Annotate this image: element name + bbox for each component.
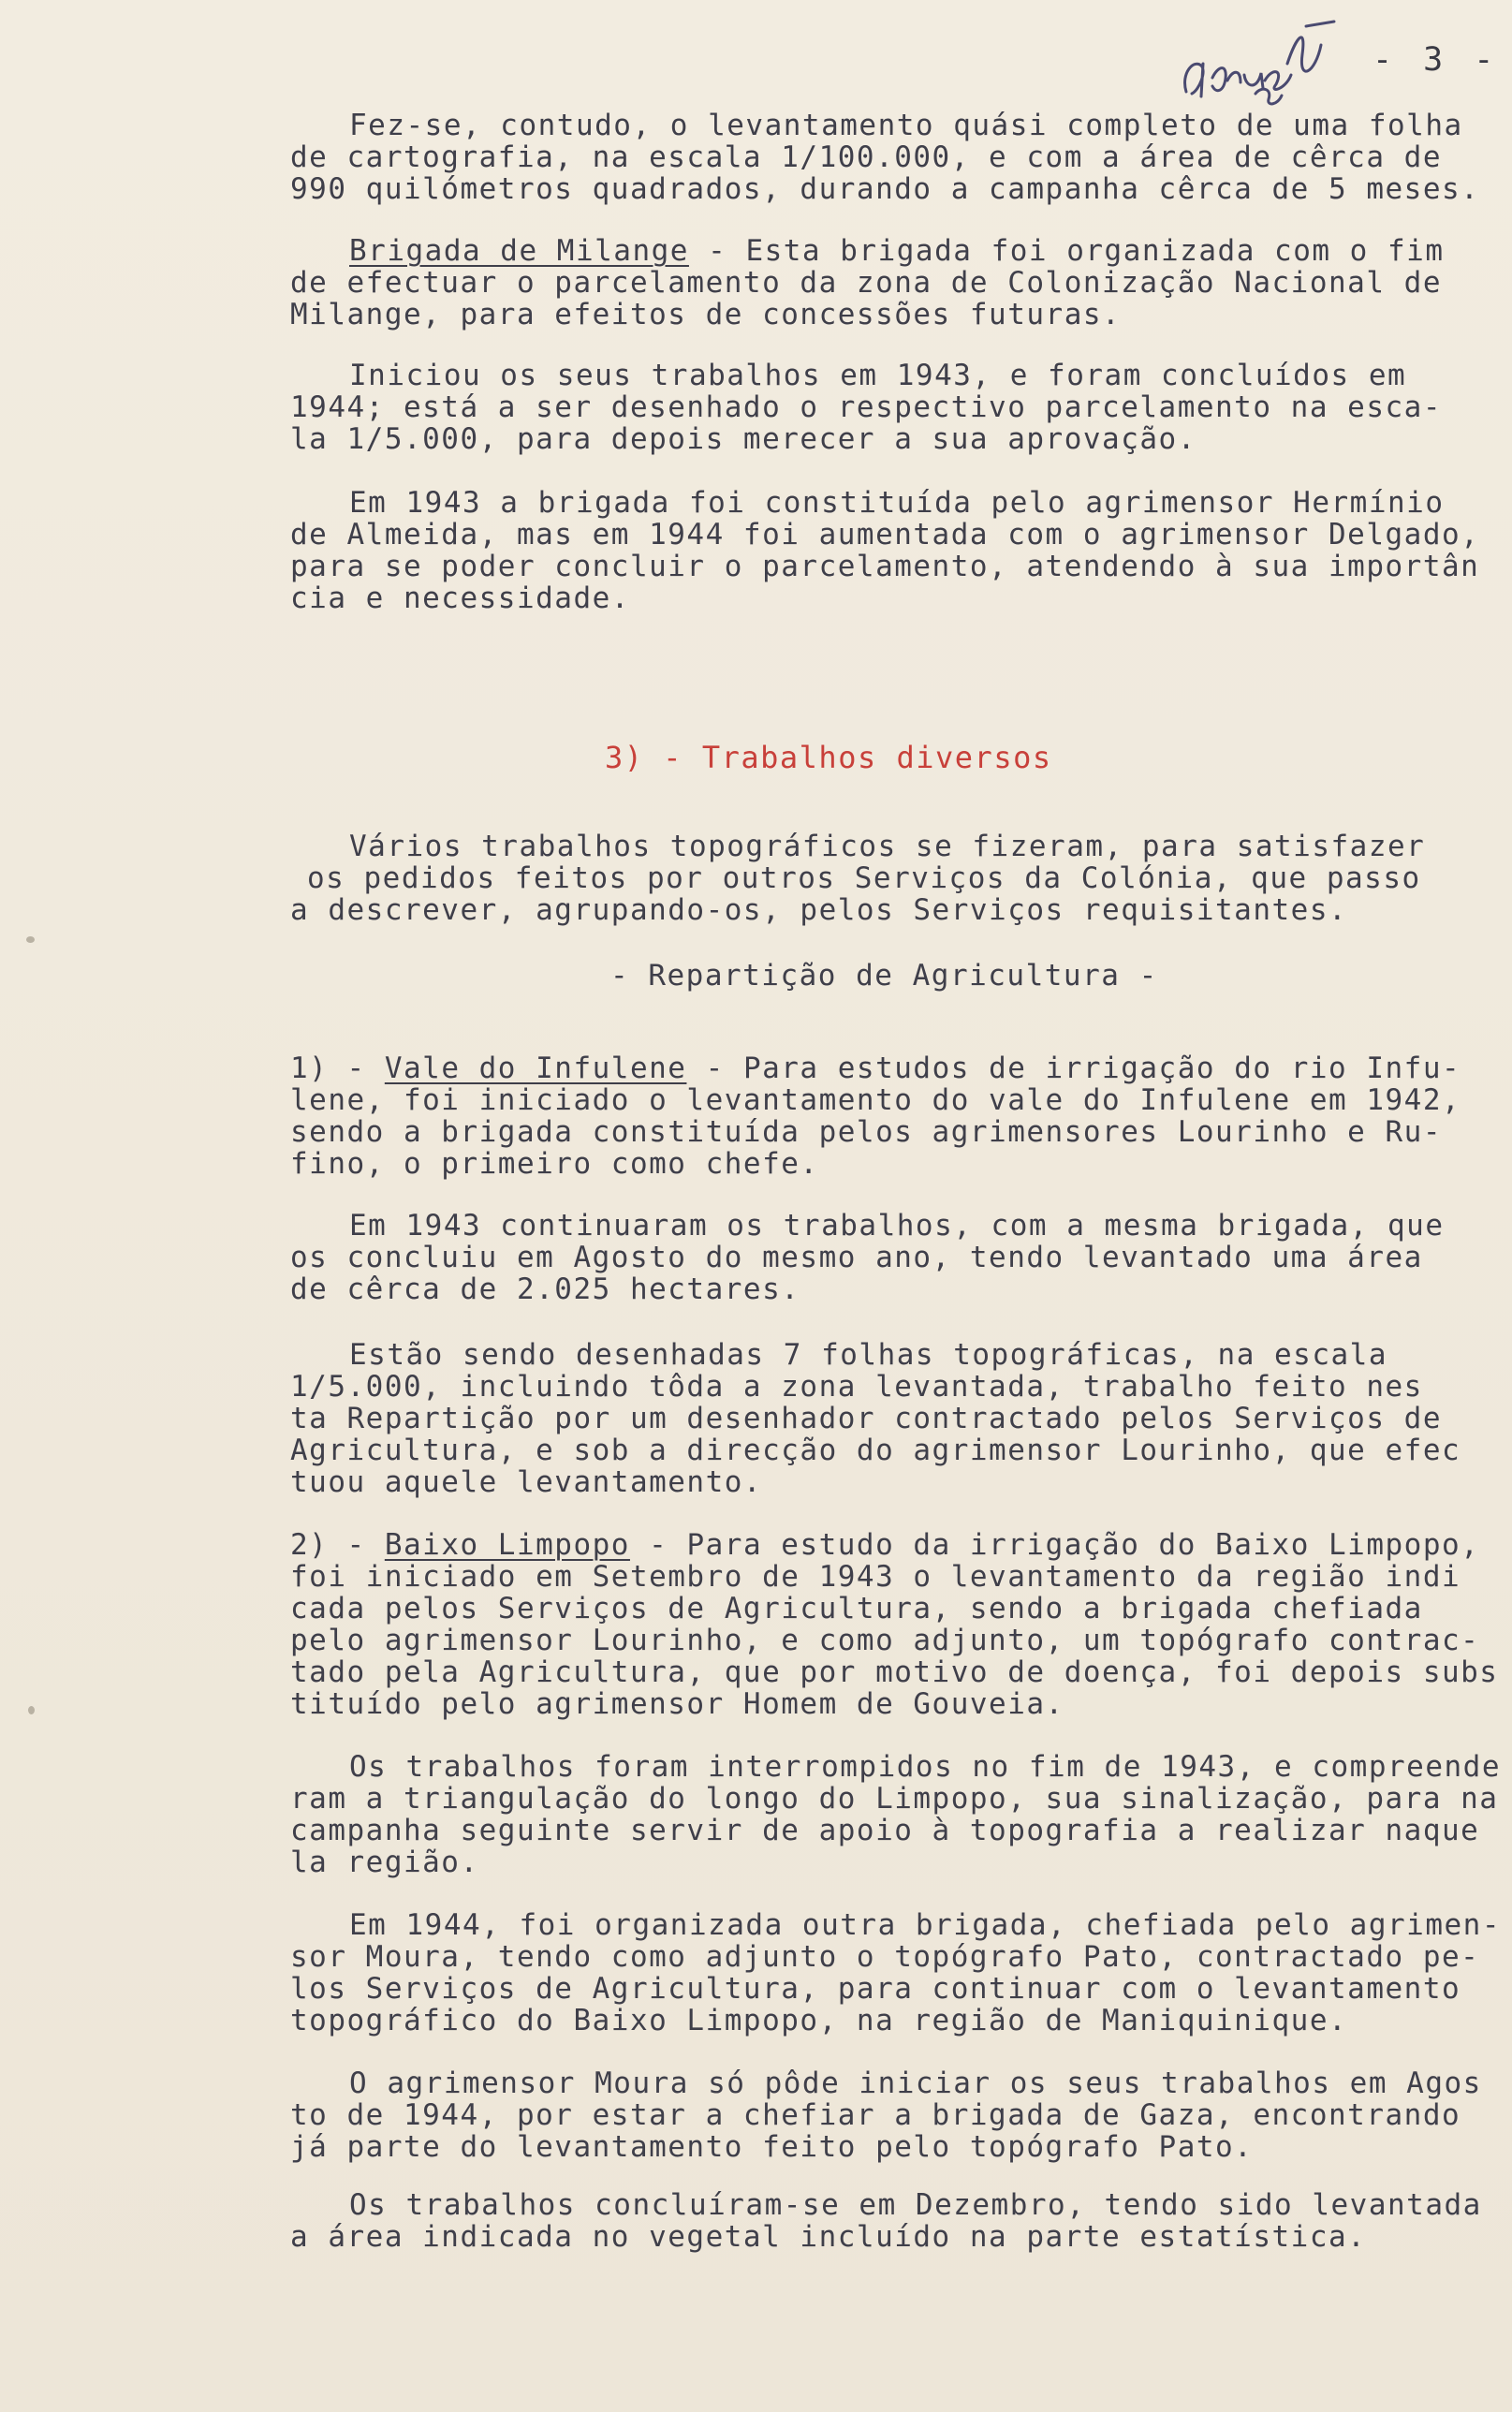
paragraph-line: tuou aquele levantamento. <box>290 1465 763 1499</box>
paragraph-line: tituído pelo agrimensor Homem de Gouveia. <box>290 1687 1064 1721</box>
paragraph-line: O agrimensor Moura só pôde iniciar os seus trabalhos em Agos <box>349 2066 1482 2100</box>
paragraph-line: de cêrca de 2.025 hectares. <box>290 1272 800 1306</box>
paragraph-line: los Serviços de Agricultura, para continuar com o levantamento <box>290 1972 1461 2006</box>
paragraph-line: Vários trabalhos topográficos se fizeram, para satisfazer <box>349 830 1426 863</box>
paragraph-line: ram a triangulação do longo do Limpopo, sua sinalização, para na <box>290 1782 1499 1816</box>
paragraph-line <box>290 1052 1461 1084</box>
paragraph-line: foi iniciado em Setembro de 1943 o levantamento da região indi <box>290 1560 1461 1594</box>
item-number: 2) - <box>290 1528 385 1562</box>
paragraph-line: 1/5.000, incluindo tôda a zona levantada, trabalho feito nes <box>290 1370 1423 1404</box>
page-number: - 3 - <box>1373 41 1500 79</box>
paragraph-line: cada pelos Serviços de Agricultura, sendo a brigada chefiada <box>290 1592 1423 1625</box>
paragraph-line: lene, foi iniciado o levantamento do vale do Infulene em 1942, <box>290 1083 1461 1117</box>
paragraph-line: to de 1944, por estar a chefiar a brigada de Gaza, encontrando <box>290 2098 1461 2132</box>
paragraph-line: sendo a brigada constituída pelos agrimensores Lourinho e Ru- <box>290 1115 1442 1149</box>
paragraph-line: 990 quilómetros quadrados, durando a campanha cêrca de 5 meses. <box>290 172 1480 206</box>
handwritten-annotation <box>1175 7 1343 110</box>
paragraph-line: Iniciou os seus trabalhos em 1943, e foram concluídos em <box>349 359 1407 392</box>
paragraph-line: cia e necessidade. <box>290 581 630 615</box>
paragraph-line: os concluiu em Agosto do mesmo ano, tendo levantado uma área <box>290 1241 1423 1274</box>
item-number: 1) - <box>290 1052 385 1085</box>
paragraph-line: la região. <box>290 1846 479 1879</box>
paragraph-line: já parte do levantamento feito pelo topógrafo Pato. <box>290 2130 1254 2164</box>
paragraph-line: de efectuar o parcelamento da zona de Colonização Nacional de <box>290 266 1442 300</box>
heading-baixo-limpopo: Baixo Limpopo <box>384 1528 630 1562</box>
paragraph-line: fino, o primeiro como chefe. <box>290 1147 819 1181</box>
paragraph-line: Em 1943 a brigada foi constituída pelo agrimensor Hermínio <box>349 486 1445 520</box>
paper-speck <box>28 1706 35 1714</box>
paragraph-line: Os trabalhos concluíram-se em Dezembro, tendo sido levantada <box>349 2188 1482 2222</box>
paragraph-line: de cartografia, na escala 1/100.000, e com a área de cêrca de <box>290 140 1442 174</box>
paper-speck <box>26 936 35 943</box>
heading-vale-infulene: Vale do Infulene <box>384 1052 687 1085</box>
paragraph-line: a descrever, agrupando-os, pelos Serviços requisitantes. <box>290 893 1348 927</box>
paragraph-line-rest: - Esta brigada foi organizada com o fim <box>688 234 1445 268</box>
paragraph-line: os pedidos feitos por outros Serviços da Colónia, que passo <box>307 861 1421 895</box>
paragraph-line: Milange, para efeitos de concessões futuras. <box>290 298 1122 331</box>
paragraph-line: la 1/5.000, para depois merecer a sua aprovação. <box>290 422 1196 456</box>
paragraph-line: tado pela Agricultura, que por motivo de doença, foi depois subs <box>290 1655 1499 1689</box>
paragraph-line: Agricultura, e sob a direcção do agrimensor Lourinho, que efec <box>290 1434 1461 1467</box>
heading-brigada-milange: Brigada de Milange <box>349 234 689 268</box>
paragraph-line: a área indicada no vegetal incluído na parte estatística. <box>290 2220 1367 2254</box>
subsection-title: - Repartição de Agricultura - <box>610 959 1158 993</box>
paragraph-line: ta Repartição por um desenhador contractado pelos Serviços de <box>290 1402 1442 1435</box>
paragraph-line: campanha seguinte servir de apoio à topografia a realizar naque <box>290 1814 1480 1847</box>
paragraph-line: Estão sendo desenhadas 7 folhas topográficas, na escala <box>349 1338 1387 1372</box>
paragraph-line <box>290 1529 1479 1561</box>
section-title: 3) - Trabalhos diversos <box>605 740 1052 775</box>
paragraph-line: Em 1943 continuaram os trabalhos, com a mesma brigada, que <box>349 1209 1445 1243</box>
paragraph-line-rest: - Para estudos de irrigação do rio Infu- <box>686 1052 1461 1085</box>
paragraph-line: pelo agrimensor Lourinho, e como adjunto, um topógrafo contrac- <box>290 1624 1480 1657</box>
paragraph-line <box>349 235 1445 267</box>
paragraph-line-rest: - Para estudo da irrigação do Baixo Limpopo, <box>629 1528 1480 1562</box>
paragraph-line: de Almeida, mas em 1944 foi aumentada com o agrimensor Delgado, <box>290 518 1480 552</box>
paragraph-line: Fez-se, contudo, o levantamento quási completo de uma folha <box>349 109 1463 142</box>
paragraph-line: topográfico do Baixo Limpopo, na região de Maniquinique. <box>290 2004 1348 2037</box>
paragraph-line: 1944; está a ser desenhado o respectivo parcelamento na esca- <box>290 390 1442 424</box>
paragraph-line: Em 1944, foi organizada outra brigada, chefiada pelo agrimen- <box>349 1908 1501 1942</box>
paragraph-line: sor Moura, tendo como adjunto o topógrafo Pato, contractado pe- <box>290 1940 1480 1974</box>
paragraph-line: para se poder concluir o parcelamento, atendendo à sua importân <box>290 550 1480 583</box>
paragraph-line: Os trabalhos foram interrompidos no fim de 1943, e compreende <box>349 1750 1501 1784</box>
